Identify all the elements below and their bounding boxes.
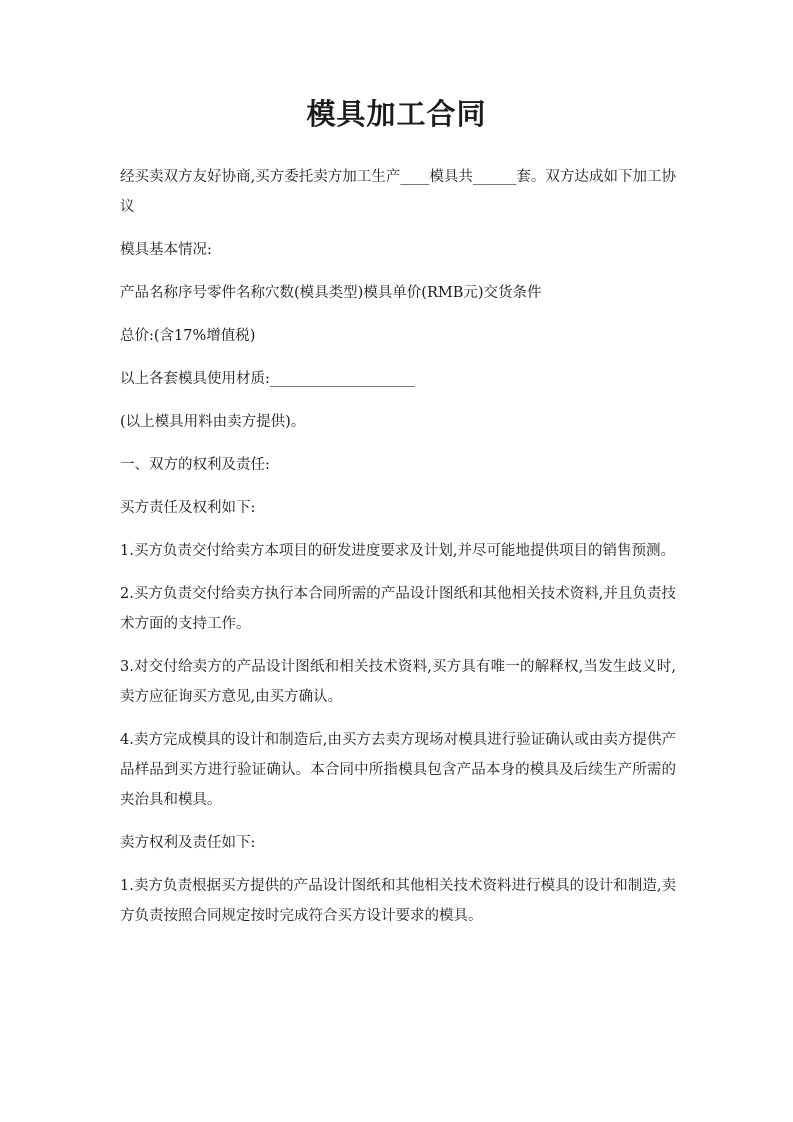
buyer-clause-4: 4.卖方完成模具的设计和制造后,由买方去卖方现场对模具进行验证确认或由卖方提供产品样品到买方进行验证确认。本合同中所指模具包含产品本身的模具及后续生产所需的夹治具和模具。 xyxy=(120,732,676,808)
buyer-clause-1: 1.买方负责交付给卖方本项目的研发进度要求及计划,并尽可能地提供项目的销售预测。 xyxy=(120,543,675,559)
intro-paragraph: 经买卖双方友好协商,买方委托卖方加工生产____模具共______套。双方达成如下加工协议 xyxy=(120,169,676,215)
buyer-clause-3: 3.对交付给卖方的产品设计图纸和相关技术资料,买方具有唯一的解释权,当发生歧义时,卖方应征询买方意见,由买方确认。 xyxy=(120,659,676,705)
seller-rights-heading: 卖方权利及责任如下: xyxy=(120,835,256,851)
section-rights-heading: 一、双方的权利及责任: xyxy=(120,457,270,473)
mold-info-heading: 模具基本情况: xyxy=(120,242,212,258)
total-price-line: 总价:(含17%增值税) xyxy=(120,328,256,344)
contract-body xyxy=(120,162,676,944)
material-supply-note: (以上模具用料由卖方提供)。 xyxy=(120,414,306,430)
buyer-rights-heading: 买方责任及权利如下: xyxy=(120,500,256,516)
product-table-header: 产品名称序号零件名称穴数(模具类型)模具单价(RMB元)交货条件 xyxy=(120,285,542,301)
material-line: 以上各套模具使用材质:____________________ xyxy=(120,371,415,387)
contract-title: 模具加工合同 xyxy=(306,97,487,131)
buyer-clause-2: 2.买方负责交付给卖方执行本合同所需的产品设计图纸和其他相关技术资料,并且负责技术方面的支持工作。 xyxy=(120,586,676,632)
seller-clause-1: 1.卖方负责根据买方提供的产品设计图纸和其他相关技术资料进行模具的设计和制造,卖方负责按照合同规定按时完成符合买方设计要求的模具。 xyxy=(120,878,676,924)
